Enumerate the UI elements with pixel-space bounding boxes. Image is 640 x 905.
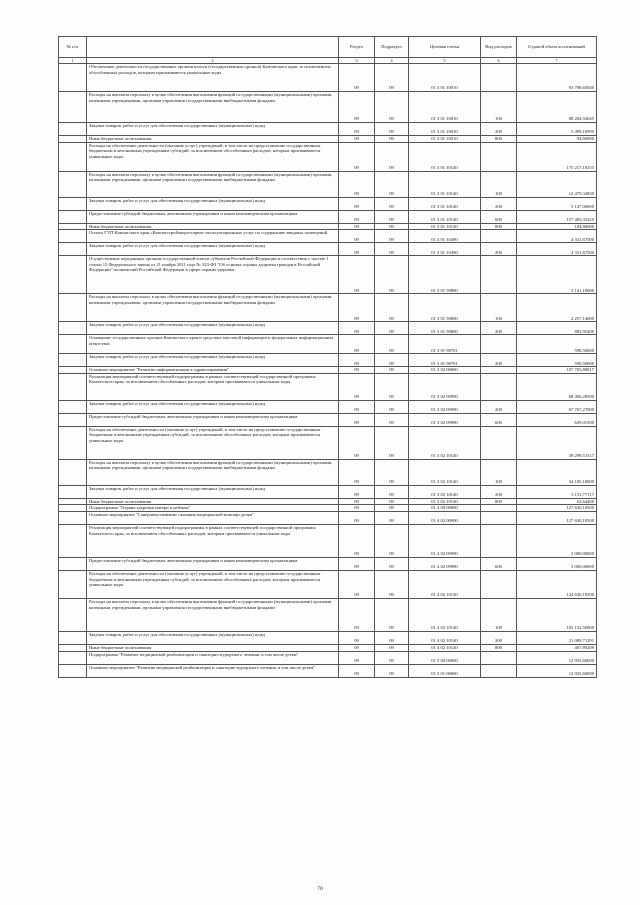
- row-expense-cell: 100: [481, 92, 517, 123]
- table-row: [59, 136, 597, 143]
- row-num-cell: [59, 197, 87, 210]
- row-amount-cell: 67 767,27000: [517, 400, 597, 413]
- row-article-cell: 01 3 01 59800: [409, 294, 481, 322]
- row-amount-cell: 5 499,10995: [517, 123, 597, 136]
- row-expense-cell: [481, 570, 517, 598]
- row-section-cell: 09: [339, 223, 375, 230]
- table-row: [59, 485, 597, 498]
- row-amount-cell: 3 000,00000: [517, 524, 597, 557]
- row-section-cell: 09: [339, 498, 375, 505]
- row-subsection-cell: 09: [375, 243, 409, 256]
- row-section-cell: 09: [339, 505, 375, 512]
- row-article-cell: 01 3 01 10140: [409, 142, 481, 171]
- row-article-cell: 01 3 01 10010: [409, 92, 481, 123]
- row-section-cell: 09: [339, 598, 375, 631]
- row-subsection-cell: 09: [375, 498, 409, 505]
- row-subsection-cell: 09: [375, 64, 409, 92]
- row-name-cell: Основное мероприятие "Развитие медицинской реабилитации и санаторно-курортного лечения, в том числе детям": [87, 664, 339, 677]
- row-expense-cell: [481, 230, 517, 243]
- row-amount-cell: 39 299,51517: [517, 426, 597, 459]
- row-article-cell: 01 4 02 10140: [409, 570, 481, 598]
- row-article-cell: 01 4 02 10140: [409, 598, 481, 631]
- row-num-cell: [59, 644, 87, 651]
- table-row: [59, 644, 597, 651]
- row-section-cell: 09: [339, 373, 375, 400]
- row-num-cell: [59, 524, 87, 557]
- row-num-cell: [59, 64, 87, 92]
- row-section-cell: 09: [339, 210, 375, 223]
- row-name-cell: Расходы на выплаты персоналу в целях обеспечения выполнения функций государственными (муниципальными) органами, казенными учреждениями, органами управления государственными внебюджетными фондами: [87, 294, 339, 322]
- row-amount-cell: 184,80000: [517, 223, 597, 230]
- table-row: [59, 459, 597, 485]
- table-header-row: [59, 37, 597, 58]
- row-section-cell: 09: [339, 92, 375, 123]
- row-amount-cell: 21 089,71291: [517, 631, 597, 644]
- row-num-cell: [59, 223, 87, 230]
- row-num-cell: [59, 92, 87, 123]
- row-article-cell: 01 4 02 09990: [409, 557, 481, 570]
- row-subsection-cell: 09: [375, 651, 409, 664]
- row-expense-cell: [481, 373, 517, 400]
- row-amount-cell: 127 630,10500: [517, 511, 597, 524]
- row-expense-cell: [481, 335, 517, 354]
- row-section-cell: 09: [339, 354, 375, 367]
- row-section-cell: 09: [339, 136, 375, 143]
- table-row: [59, 243, 597, 256]
- row-amount-cell: 94,60000: [517, 136, 597, 143]
- row-name-cell: Реализация мероприятий соответствующей подпрограммы в рамках соответствующей государственной программы Камчатского края, за исключением обособленных расходов, которым присваиваются уникальные коды: [87, 373, 339, 400]
- row-article-cell: 01 5 01 00000: [409, 664, 481, 677]
- column-index: 5: [409, 58, 481, 64]
- row-amount-cell: 62,64400: [517, 498, 597, 505]
- row-amount-cell: 12 479,34830: [517, 171, 597, 197]
- row-expense-cell: 200: [481, 354, 517, 367]
- row-article-cell: 01 3 02 09990: [409, 373, 481, 400]
- table-row: [59, 335, 597, 354]
- row-name-cell: Закупка товаров, работ и услуг для обеспечения государственных (муниципальных) нужд: [87, 631, 339, 644]
- row-subsection-cell: 09: [375, 373, 409, 400]
- row-section-cell: 09: [339, 197, 375, 210]
- row-name-cell: Основное мероприятие "Совершенствование оказания медицинской помощи детям": [87, 511, 339, 524]
- row-name-cell: Закупка товаров, работ и услуг для обеспечения государственных (муниципальных) нужд: [87, 485, 339, 498]
- row-expense-cell: 200: [481, 243, 517, 256]
- row-num-cell: [59, 230, 87, 243]
- header-section: Раздел: [339, 37, 375, 58]
- row-section-cell: 09: [339, 524, 375, 557]
- row-article-cell: 01 3 01 10140: [409, 210, 481, 223]
- row-name-cell: Предоставление субсидий бюджетным, автономным учреждениям и иным некоммерческим организациям: [87, 557, 339, 570]
- row-amount-cell: 12 935,60000: [517, 651, 597, 664]
- header-name: [87, 37, 339, 58]
- row-section-cell: 09: [339, 413, 375, 426]
- row-num-cell: [59, 136, 87, 143]
- row-expense-cell: [481, 142, 517, 171]
- row-expense-cell: [481, 426, 517, 459]
- row-subsection-cell: 09: [375, 413, 409, 426]
- row-name-cell: Иные бюджетные ассигнования: [87, 498, 339, 505]
- row-article-cell: 01 3 02 10140: [409, 459, 481, 485]
- row-name-cell: Основное мероприятие "Развитие информатизации в здравоохранении": [87, 367, 339, 374]
- row-name-cell: Оснащение государственных органов Камчатского края в средствах массовой информации и федеральных информационных агентствах: [87, 335, 339, 354]
- row-subsection-cell: 09: [375, 570, 409, 598]
- row-subsection-cell: 09: [375, 524, 409, 557]
- row-num-cell: [59, 557, 87, 570]
- row-section-cell: 09: [339, 557, 375, 570]
- row-article-cell: 01 3 02 09990: [409, 400, 481, 413]
- table-row: [59, 367, 597, 374]
- table-row: [59, 92, 597, 123]
- row-section-cell: 09: [339, 485, 375, 498]
- header-article: Целевая статья: [409, 37, 481, 58]
- row-expense-cell: 100: [481, 459, 517, 485]
- row-section-cell: 09: [339, 426, 375, 459]
- row-article-cell: 01 4 02 10140: [409, 644, 481, 651]
- table-row: [59, 400, 597, 413]
- row-subsection-cell: 09: [375, 459, 409, 485]
- row-name-cell: Расходы на выплаты персоналу в целях обеспечения выполнения функций государственными (муниципальными) органами, казенными учреждениями, органами управления государственными внебюджетными фондами: [87, 171, 339, 197]
- row-name-cell: Предоставление субсидий бюджетным, автономным учреждениям и иным некоммерческим организациям: [87, 210, 339, 223]
- row-subsection-cell: 09: [375, 210, 409, 223]
- row-name-cell: Обеспечение деятельности государственных органов власти (государственных органов) Камчатского края, за исключением обособленных расходов, которым присваиваются уникальные коды: [87, 64, 339, 92]
- row-name-cell: Закупка товаров, работ и услуг для обеспечения государственных (муниципальных) нужд: [87, 354, 339, 367]
- row-article-cell: 01 3 01 59800: [409, 322, 481, 335]
- row-num-cell: [59, 505, 87, 512]
- row-num-cell: [59, 210, 87, 223]
- table-row: [59, 123, 597, 136]
- row-subsection-cell: 09: [375, 335, 409, 354]
- row-article-cell: 01 3 01 59800: [409, 256, 481, 294]
- row-section-cell: 09: [339, 644, 375, 651]
- row-name-cell: Иные бюджетные ассигнования: [87, 223, 339, 230]
- row-amount-cell: 124 630,10500: [517, 570, 597, 598]
- table-row: [59, 664, 597, 677]
- row-name-cell: Закупка товаров, работ и услуг для обеспечения государственных (муниципальных) нужд: [87, 400, 339, 413]
- column-index: 7: [517, 58, 597, 64]
- table-row: [59, 631, 597, 644]
- row-name-cell: Закупка товаров, работ и услуг для обеспечения государственных (муниципальных) нужд: [87, 123, 339, 136]
- row-subsection-cell: 09: [375, 505, 409, 512]
- row-amount-cell: 93 798,65040: [517, 64, 597, 92]
- column-index: 2: [87, 58, 339, 64]
- column-index: 6: [481, 58, 517, 64]
- row-expense-cell: [481, 64, 517, 92]
- table-row: [59, 142, 597, 171]
- row-num-cell: [59, 373, 87, 400]
- budget-table: [58, 36, 597, 678]
- row-article-cell: 01 3 02 10140: [409, 426, 481, 459]
- row-expense-cell: [481, 511, 517, 524]
- row-name-cell: Расходы на выплаты персоналу в целях обеспечения выполнения функций государственными (муниципальными) органами, казенными учреждениями, органами управления государственными внебюджетными фондами: [87, 92, 339, 123]
- row-section-cell: 09: [339, 570, 375, 598]
- row-name-cell: Подпрограмма "Развитие медицинской реабилитации и санаторно-курортного лечения, в том числе детям": [87, 651, 339, 664]
- row-expense-cell: 200: [481, 123, 517, 136]
- row-subsection-cell: 09: [375, 223, 409, 230]
- row-subsection-cell: 09: [375, 136, 409, 143]
- row-subsection-cell: 09: [375, 644, 409, 651]
- row-name-cell: Расходы на обеспечение деятельности (оказание услуг) учреждений, в том числе на предоставление государственным бюджетным и автономным учреждениям субсидий, за исключением обособленных расходов, которым присваиваются уникальные коды: [87, 142, 339, 171]
- row-num-cell: [59, 570, 87, 598]
- row-expense-cell: 100: [481, 598, 517, 631]
- row-name-cell: Подпрограмма "Охрана здоровья матери и ребенка": [87, 505, 339, 512]
- row-subsection-cell: 09: [375, 557, 409, 570]
- row-num-cell: [59, 335, 87, 354]
- row-subsection-cell: 09: [375, 256, 409, 294]
- row-num-cell: [59, 256, 87, 294]
- row-amount-cell: 3 141,10000: [517, 256, 597, 294]
- row-section-cell: 09: [339, 664, 375, 677]
- row-subsection-cell: 09: [375, 294, 409, 322]
- row-article-cell: 01 3 02 10140: [409, 485, 481, 498]
- row-section-cell: 09: [339, 322, 375, 335]
- row-subsection-cell: 09: [375, 598, 409, 631]
- table-row: [59, 197, 597, 210]
- table-row: [59, 524, 597, 557]
- row-expense-cell: [481, 256, 517, 294]
- row-section-cell: 09: [339, 459, 375, 485]
- row-article-cell: 01 3 01 10140: [409, 223, 481, 230]
- row-section-cell: 09: [339, 123, 375, 136]
- row-article-cell: 01 3 01 10010: [409, 123, 481, 136]
- table-row: [59, 210, 597, 223]
- row-num-cell: [59, 400, 87, 413]
- row-num-cell: [59, 631, 87, 644]
- row-section-cell: 09: [339, 651, 375, 664]
- row-name-cell: Расходы на обеспечение деятельности (оказание услуг) учреждений, в том числе на предоставление государственным бюджетным и автономным учреждениям субсидий, за исключением обособленных расходов, которым присваиваются уникальные коды: [87, 426, 339, 459]
- row-num-cell: [59, 511, 87, 524]
- table-row: [59, 171, 597, 197]
- row-subsection-cell: 09: [375, 400, 409, 413]
- row-subsection-cell: 09: [375, 230, 409, 243]
- row-amount-cell: 127 630,10500: [517, 505, 597, 512]
- table-row: [59, 413, 597, 426]
- row-article-cell: 01 3 01 10490: [409, 230, 481, 243]
- row-section-cell: 09: [339, 243, 375, 256]
- row-expense-cell: 200: [481, 322, 517, 335]
- row-subsection-cell: 09: [375, 426, 409, 459]
- row-section-cell: 09: [339, 64, 375, 92]
- row-subsection-cell: 09: [375, 123, 409, 136]
- row-amount-cell: 3 000,00000: [517, 557, 597, 570]
- row-section-cell: 09: [339, 511, 375, 524]
- table-row: [59, 230, 597, 243]
- row-amount-cell: 407,89209: [517, 644, 597, 651]
- table-row: [59, 64, 597, 92]
- column-index: 4: [375, 58, 409, 64]
- row-amount-cell: 5 147,00000: [517, 197, 597, 210]
- row-name-cell: Реализация мероприятий соответствующей подпрограммы в рамках соответствующей государственной программы Камчатского края, за исключением обособленных расходов, которым присваиваются уникальные коды: [87, 524, 339, 557]
- table-row: [59, 511, 597, 524]
- row-name-cell: Осуществление переданных органам государственной власти субъектов Российской Федерации в соответствии с частью 1 статьи 15 Федерального закона от 21 ноября 2011 года № 323-ФЗ "Об основах охраны здоровья граждан в Российской Федерации" полномочий Российской Федерации в сфере охраны здоровья: [87, 256, 339, 294]
- row-article-cell: 01 4 02 10140: [409, 631, 481, 644]
- row-section-cell: 09: [339, 142, 375, 171]
- column-index: 3: [339, 58, 375, 64]
- row-amount-cell: 598,50000: [517, 335, 597, 354]
- row-num-cell: [59, 598, 87, 631]
- row-num-cell: [59, 426, 87, 459]
- row-subsection-cell: 09: [375, 485, 409, 498]
- row-article-cell: 01 5 00 00000: [409, 651, 481, 664]
- table-row: [59, 322, 597, 335]
- row-amount-cell: 5 131,77117: [517, 485, 597, 498]
- row-amount-cell: 68 406,28500: [517, 373, 597, 400]
- row-article-cell: 01 3 01 10490: [409, 243, 481, 256]
- row-section-cell: 09: [339, 367, 375, 374]
- row-num-cell: [59, 142, 87, 171]
- table-row: [59, 651, 597, 664]
- page-number: 70: [317, 886, 323, 892]
- row-amount-cell: 598,50000: [517, 354, 597, 367]
- row-name-cell: Расходы на выплаты персоналу в целях обеспечения выполнения функций государственными (муниципальными) органами, казенными учреждениями, органами управления государственными внебюджетными фондами: [87, 598, 339, 631]
- row-amount-cell: 175 217,10255: [517, 142, 597, 171]
- row-amount-cell: 12 935,60000: [517, 664, 597, 677]
- row-section-cell: 09: [339, 294, 375, 322]
- row-expense-cell: 200: [481, 197, 517, 210]
- row-num-cell: [59, 498, 87, 505]
- row-subsection-cell: 09: [375, 171, 409, 197]
- row-name-cell: Закупка товаров, работ и услуг для обеспечения государственных (муниципальных) нужд: [87, 243, 339, 256]
- row-num-cell: [59, 294, 87, 322]
- row-name-cell: Расходы на обеспечение деятельности (оказание услуг) учреждений, в том числе на предоставление государственным бюджетным и автономным учреждениям субсидий, за исключением обособленных расходов, которым присваиваются уникальные коды: [87, 570, 339, 598]
- row-article-cell: 01 3 01 10140: [409, 197, 481, 210]
- row-num-cell: [59, 664, 87, 677]
- row-amount-cell: 639,01500: [517, 413, 597, 426]
- row-section-cell: 09: [339, 171, 375, 197]
- header-amount: Годовой объем ассигнований: [517, 37, 597, 58]
- row-section-cell: 09: [339, 631, 375, 644]
- table-row: [59, 426, 597, 459]
- row-section-cell: 09: [339, 256, 375, 294]
- row-amount-cell: 88 204,94045: [517, 92, 597, 123]
- row-article-cell: 01 4 02 09990: [409, 524, 481, 557]
- row-num-cell: [59, 413, 87, 426]
- row-expense-cell: 200: [481, 400, 517, 413]
- row-expense-cell: 100: [481, 294, 517, 322]
- row-expense-cell: 600: [481, 210, 517, 223]
- row-num-cell: [59, 171, 87, 197]
- row-subsection-cell: 09: [375, 197, 409, 210]
- row-subsection-cell: 09: [375, 92, 409, 123]
- table-row: [59, 256, 597, 294]
- row-article-cell: 01 3 01 10140: [409, 171, 481, 197]
- row-num-cell: [59, 322, 87, 335]
- row-expense-cell: 800: [481, 223, 517, 230]
- row-amount-cell: 34 105,10000: [517, 459, 597, 485]
- row-num-cell: [59, 459, 87, 485]
- row-num-cell: [59, 651, 87, 664]
- table-row: [59, 598, 597, 631]
- row-name-cell: Закупка товаров, работ и услуг для обеспечения государственных (муниципальных) нужд: [87, 322, 339, 335]
- row-expense-cell: [481, 524, 517, 557]
- row-amount-cell: 883,95400: [517, 322, 597, 335]
- row-amount-cell: 2 257,14600: [517, 294, 597, 322]
- column-index: 1: [59, 58, 87, 64]
- row-article-cell: 01 4 02 00000: [409, 511, 481, 524]
- header-subsection: Подраздел: [375, 37, 409, 58]
- header-num: № п/п: [59, 37, 87, 58]
- row-name-cell: Иные бюджетные ассигнования: [87, 644, 339, 651]
- row-subsection-cell: 09: [375, 322, 409, 335]
- row-amount-cell: 4 331,67500: [517, 230, 597, 243]
- table-row: [59, 223, 597, 230]
- row-section-cell: 09: [339, 400, 375, 413]
- row-name-cell: Расходы на выплаты персоналу в целях обеспечения выполнения функций государственными (муниципальными) органами, казенными учреждениями, органами управления государственными внебюджетными фондами: [87, 459, 339, 485]
- row-section-cell: 09: [339, 230, 375, 243]
- table-row: [59, 294, 597, 322]
- row-article-cell: 01 3 02 09990: [409, 413, 481, 426]
- row-article-cell: 01 3 01 98701: [409, 335, 481, 354]
- row-name-cell: Закупка товаров, работ и услуг для обеспечения государственных (муниципальных) нужд: [87, 197, 339, 210]
- row-expense-cell: [481, 651, 517, 664]
- row-expense-cell: [481, 664, 517, 677]
- table-row: [59, 570, 597, 598]
- table-row: [59, 373, 597, 400]
- table-row: [59, 354, 597, 367]
- row-amount-cell: 4 331,67500: [517, 243, 597, 256]
- row-subsection-cell: 09: [375, 664, 409, 677]
- row-num-cell: [59, 243, 87, 256]
- row-num-cell: [59, 123, 87, 136]
- table-body: [59, 64, 597, 678]
- row-article-cell: 01 3 01 10010: [409, 136, 481, 143]
- row-amount-cell: 107 705,80817: [517, 367, 597, 374]
- row-article-cell: 01 3 02 00000: [409, 367, 481, 374]
- row-expense-cell: 600: [481, 413, 517, 426]
- row-expense-cell: 800: [481, 136, 517, 143]
- row-expense-cell: [481, 505, 517, 512]
- row-subsection-cell: 09: [375, 511, 409, 524]
- row-article-cell: 01 3 01 98701: [409, 354, 481, 367]
- header-expense: Вид расходов: [481, 37, 517, 58]
- row-section-cell: 09: [339, 335, 375, 354]
- row-name-cell: Предоставление субсидий бюджетным, автономным учреждениям и иным некоммерческим организациям: [87, 413, 339, 426]
- table-row: [59, 505, 597, 512]
- row-num-cell: [59, 354, 87, 367]
- row-subsection-cell: 09: [375, 631, 409, 644]
- row-expense-cell: [481, 367, 517, 374]
- row-expense-cell: 200: [481, 631, 517, 644]
- row-expense-cell: 100: [481, 171, 517, 197]
- table-row: [59, 557, 597, 570]
- row-expense-cell: 200: [481, 485, 517, 498]
- table-row: [59, 498, 597, 505]
- row-expense-cell: 800: [481, 498, 517, 505]
- row-article-cell: 01 3 02 10140: [409, 498, 481, 505]
- row-article-cell: 01 3 01 10010: [409, 64, 481, 92]
- row-name-cell: Оплата ГУП Камчатского края «Камчатстройэнергосервис-эксплуатационных услуг по содержанию вводных помещений: [87, 230, 339, 243]
- row-subsection-cell: 09: [375, 367, 409, 374]
- row-subsection-cell: 09: [375, 354, 409, 367]
- row-name-cell: Иные бюджетные ассигнования: [87, 136, 339, 143]
- row-subsection-cell: 09: [375, 142, 409, 171]
- row-amount-cell: 103 132,50000: [517, 598, 597, 631]
- row-amount-cell: 157 405,35425: [517, 210, 597, 223]
- row-num-cell: [59, 485, 87, 498]
- row-expense-cell: 800: [481, 644, 517, 651]
- row-article-cell: 01 4 00 00000: [409, 505, 481, 512]
- row-num-cell: [59, 367, 87, 374]
- row-expense-cell: 600: [481, 557, 517, 570]
